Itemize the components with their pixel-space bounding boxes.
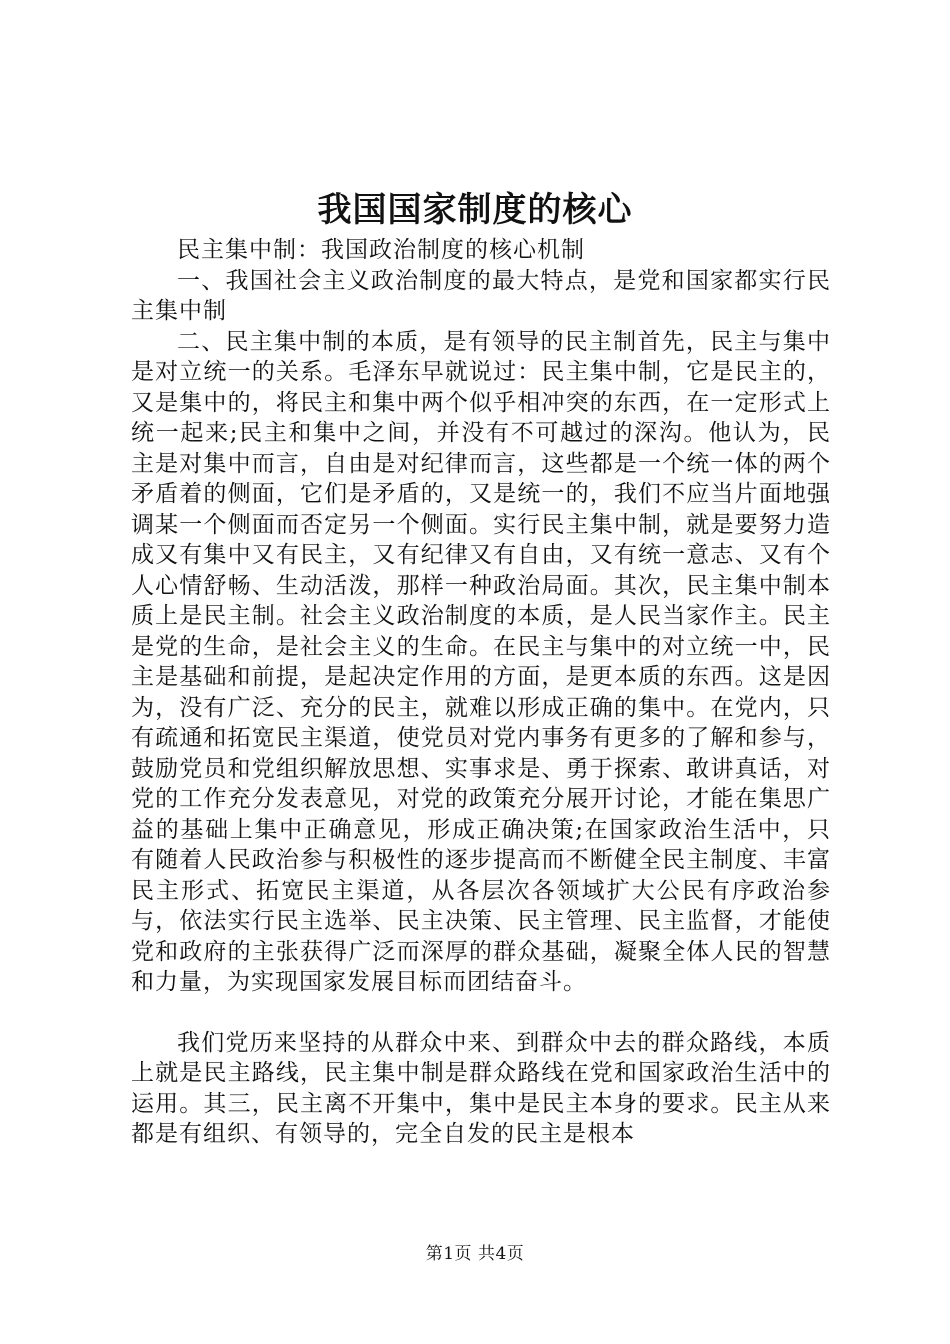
- paragraph-point-two: 二、民主集中制的本质，是有领导的民主制首先，民主与集中是对立统一的关系。毛泽东早就说过：民主集中制，它是民主的，又是集中的，将民主和集中两个似乎相冲突的东西，在一定形式上统一起来;民主和集中之间，并没有不可越过的深沟。他认为，民主是对集中而言，自由是对纪律而言，这些都是一个统一体的两个矛盾着的侧面，它们是矛盾的，又是统一的，我们不应当片面地强调某一个侧面而否定另一个侧面。实行民主集中制，就是要努力造成又有集中又有民主，又有纪律又有自由，又有统一意志、又有个人心情舒畅、生动活泼，那样一种政治局面。其次，民主集中制本质上是民主制。社会主义政治制度的本质，是人民当家作主。民主是党的生命，是社会主义的生命。在民主与集中的对立统一中，民主是基础和前提，是起决定作用的方面，是更本质的东西。这是因为，没有广泛、充分的民主，就难以形成正确的集中。在党内，只有疏通和拓宽民主渠道，使党员对党内事务有更多的了解和参与，鼓励党员和党组织解放思想、实事求是、勇于探索、敢讲真话，对党的工作充分发表意见，对党的政策充分展开讨论，才能在集思广益的基础上集中正确意见，形成正确决策;在国家政治生活中，只有随着人民政治参与积极性的逐步提高而不断健全民主制度、丰富民主形式、拓宽民主渠道，从各层次各领域扩大公民有序政治参与，依法实行民主选举、民主决策、民主管理、民主监督，才能使党和政府的主张获得广泛而深厚的群众基础，凝聚全体人民的智慧和力量，为实现国家发展目标而团结奋斗。: [131, 328, 831, 995]
- paragraph-point-one: 一、我国社会主义政治制度的最大特点，是党和国家都实行民主集中制: [131, 267, 831, 324]
- paragraph-heading: 民主集中制：我国政治制度的核心机制: [177, 237, 585, 263]
- page-footer: 第1页 共4页: [425, 1244, 525, 1264]
- document-title: 我国国家制度的核心: [317, 190, 633, 230]
- paragraph-continuation: 我们党历来坚持的从群众中来、到群众中去的群众路线，本质上就是民主路线，民主集中制是群众路线在党和国家政治生活中的运用。其三，民主离不开集中，集中是民主本身的要求。民主从来都是有组织、有领导的，完全自发的民主是根本: [131, 1029, 831, 1147]
- document-body: [131, 235, 831, 1150]
